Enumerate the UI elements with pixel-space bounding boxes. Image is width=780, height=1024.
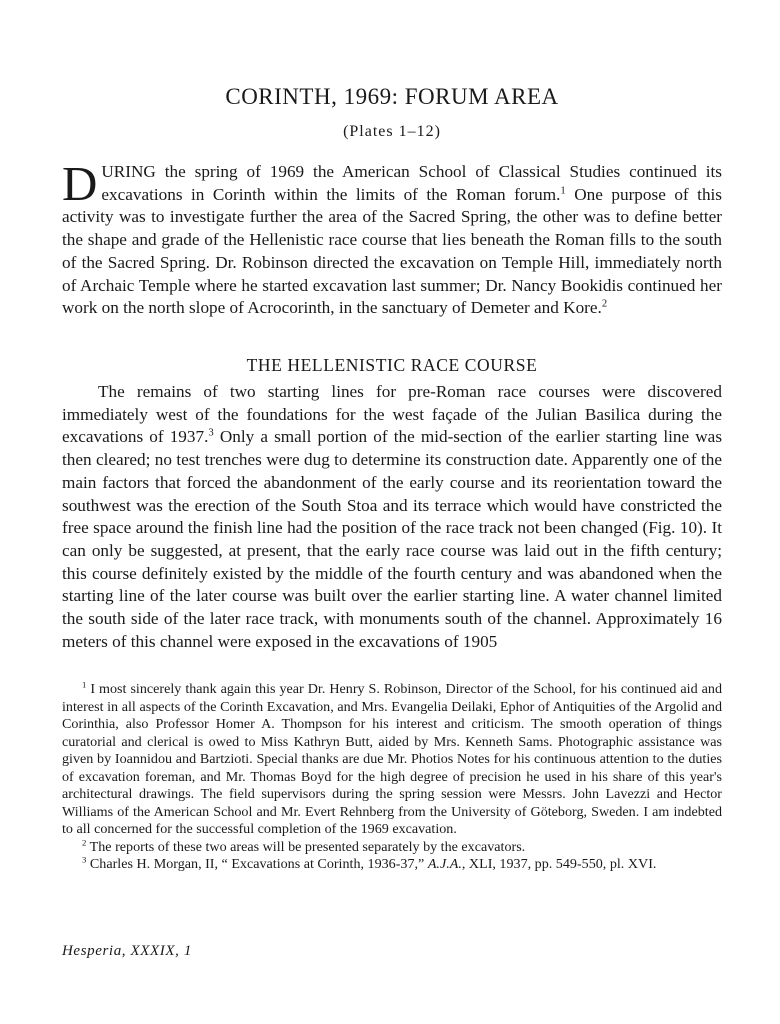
footnote-marker: 1 [82,679,87,690]
footnote-text: The reports of these two areas will be presented separately by the excavators. [86,838,526,855]
article-title: CORINTH, 1969: FORUM AREA [225,84,559,109]
footnote-marker: 2 [82,836,87,847]
section-paragraph [62,381,722,653]
footnote-text: I most sincerely thank again this year Dr. Henry S. Robinson, Director of the School, for his continued aid and interest in all aspects of the Corinth Excavation, and Mrs. Evangelia Deilaki, Ephor of Antiquities of the Argolid and Corinthia, also Professor Homer A. Thompson for his interest and criticism. The smooth operation of things curatorial and clerical is owed to Miss Kathryn Butt, aided by Mrs. Kenneth Sams. Photographic assistance was given by Ioannidou and Bartzioti. Special thanks are due Mr. Photios Notes for his continuous attention to the duties of excavation foreman, and Mr. Thomas Boyd for the high degree of precision he used in his share of this year's architectural drawings. The field supervisors during the spring session were Messrs. John Lavezzi and Hector Williams of the American School and Mr. Evert Rehnberg from the University of Göteborg, Sweden. I am indebted to all concerned for the successful completion of the 1969 excavation. [62,681,722,837]
intro-paragraph [62,156,722,320]
drop-cap: D [62,156,98,211]
footnote-ref-3[interactable]: 3 [208,427,214,439]
footnote-2 [62,836,722,857]
intro-text-mid: One purpose of this activity was to investigate further the area of the Sacred Spring, the other was to define better the shape and grade of the Hellenistic race course that lies beneath the Roman fills to the south of the Sacred Spring. Dr. Robinson directed the excavation on Temple Hill, immediately north of Archaic Temple where he started excavation last summer; Dr. Nancy Bookidis continued her work on the north slope of Acrocorinth, in the sanctuary of Demeter and Kore. [62,184,722,318]
footnote-3 [62,856,722,874]
journal-footer: Hesperia, XXXIX, 1 [62,943,192,959]
plates-reference: (Plates 1–12) [343,123,441,140]
footnote-ref-1[interactable]: 1 [560,184,566,196]
footnotes [62,681,722,874]
footnote-ref-2[interactable]: 2 [601,298,608,310]
section-text-rest: Only a small portion of the mid-section of the earlier starting line was then cleared; no test trenches were dug to determine its construction date. Apparently one of the main factors that forced the abandonment of the early course and its reorientation toward the southwest was the erection of the South Stoa and its terrace which would have constricted the free space around the finish line had the position of the race track not been changed (Fig. 10). It can only be suggested, at present, that the early race course was laid out in the fifth century; this course definitely existed by the middle of the fourth century and was abandoned when the starting line of the later course was built over the earlier starting line. A water channel limited the south side of the later race track, with monuments south of the channel. Approximately 16 meters of this channel were exposed in the excavations of 1905 [62,427,723,651]
section-heading: THE HELLENISTIC RACE COURSE [246,355,538,375]
footnote-text: Charles H. Morgan, II, “ Excavations at Corinth, 1936-37,” [86,856,428,872]
footnote-text: , XLI, 1937, pp. 549-550, pl. XVI. [461,856,657,872]
section-text-start: The remains of two starting lines for pre-Roman race courses were discovered immediately west of the foundations for the west façade of the Julian Basilica during the excavations of 1937. [62,382,722,447]
footnote-marker: 3 [82,854,87,865]
journal-abbrev: A.J.A. [427,856,462,872]
footnote-1 [62,681,722,839]
intro-text-start: URING the spring of 1969 the American School of Classical Studies continued its excavations in Corinth within the limits of the Roman forum. [101,162,722,204]
